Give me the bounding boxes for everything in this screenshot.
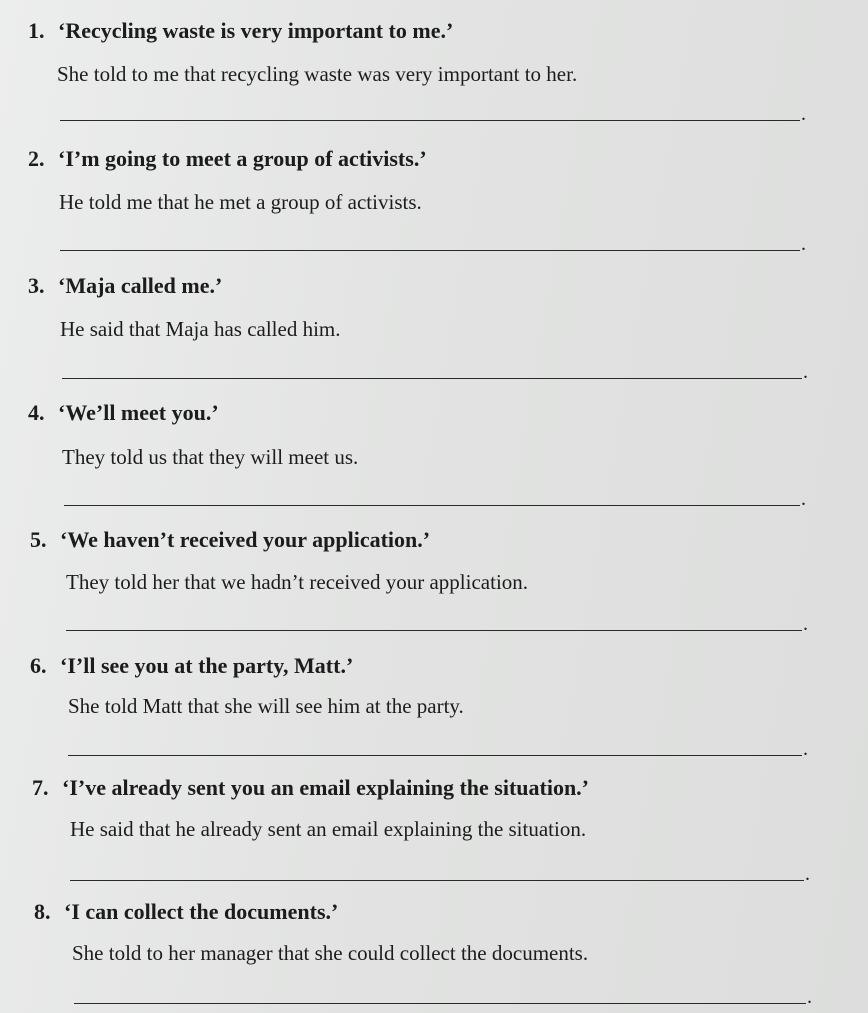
answer-line[interactable] <box>70 880 804 881</box>
exercise-number: 3. <box>28 273 45 298</box>
exercise-quote <box>34 899 338 925</box>
exercise-number: 6. <box>30 653 47 678</box>
answer-line[interactable] <box>62 378 802 379</box>
quote-text: ‘We’ll meet you.’ <box>58 400 219 425</box>
answer-line[interactable] <box>74 1003 806 1004</box>
reported-sentence: She told Matt that she will see him at the party. <box>68 694 464 718</box>
answer-line[interactable] <box>60 120 800 121</box>
quote-text: ‘I’m going to meet a group of activists.’ <box>58 146 427 171</box>
exercise-quote <box>28 273 222 299</box>
line-end-period: . <box>803 738 808 760</box>
exercise-quote <box>28 18 453 44</box>
quote-text: ‘We haven’t received your application.’ <box>60 527 431 552</box>
line-end-period: . <box>801 488 806 510</box>
exercise-number: 8. <box>34 899 51 924</box>
line-end-period: . <box>807 986 812 1008</box>
quote-text: ‘Recycling waste is very important to me.’ <box>58 18 454 43</box>
reported-sentence: She told to her manager that she could collect the documents. <box>72 941 589 965</box>
reported-sentence: She told to me that recycling waste was very important to her. <box>57 62 578 86</box>
line-end-period: . <box>803 361 808 383</box>
quote-text: ‘I’ve already sent you an email explaining the situation.’ <box>62 775 590 800</box>
exercise-number: 1. <box>28 18 45 43</box>
answer-line[interactable] <box>64 505 800 506</box>
quote-text: ‘Maja called me.’ <box>58 273 223 298</box>
answer-line[interactable] <box>68 755 802 756</box>
reported-sentence: He said that Maja has called him. <box>60 317 341 341</box>
line-end-period: . <box>801 103 806 125</box>
exercise-quote <box>30 527 430 553</box>
reported-sentence: He told me that he met a group of activists. <box>59 190 422 214</box>
exercise-number: 5. <box>30 527 47 552</box>
quote-text: ‘I can collect the documents.’ <box>64 899 339 924</box>
exercise-quote <box>32 775 589 801</box>
reported-sentence: He said that he already sent an email explaining the situation. <box>70 817 587 841</box>
exercise-number: 4. <box>28 400 45 425</box>
reported-sentence: They told us that they will meet us. <box>62 445 359 469</box>
answer-line[interactable] <box>66 630 802 631</box>
line-end-period: . <box>801 233 806 255</box>
exercise-quote <box>28 400 219 426</box>
exercise-number: 2. <box>28 146 45 171</box>
exercise-quote <box>30 653 353 679</box>
exercise-quote <box>28 146 427 172</box>
quote-text: ‘I’ll see you at the party, Matt.’ <box>60 653 354 678</box>
reported-sentence: They told her that we hadn’t received your application. <box>66 570 529 594</box>
line-end-period: . <box>805 863 810 885</box>
line-end-period: . <box>803 613 808 635</box>
exercise-number: 7. <box>32 775 49 800</box>
answer-line[interactable] <box>60 250 800 251</box>
